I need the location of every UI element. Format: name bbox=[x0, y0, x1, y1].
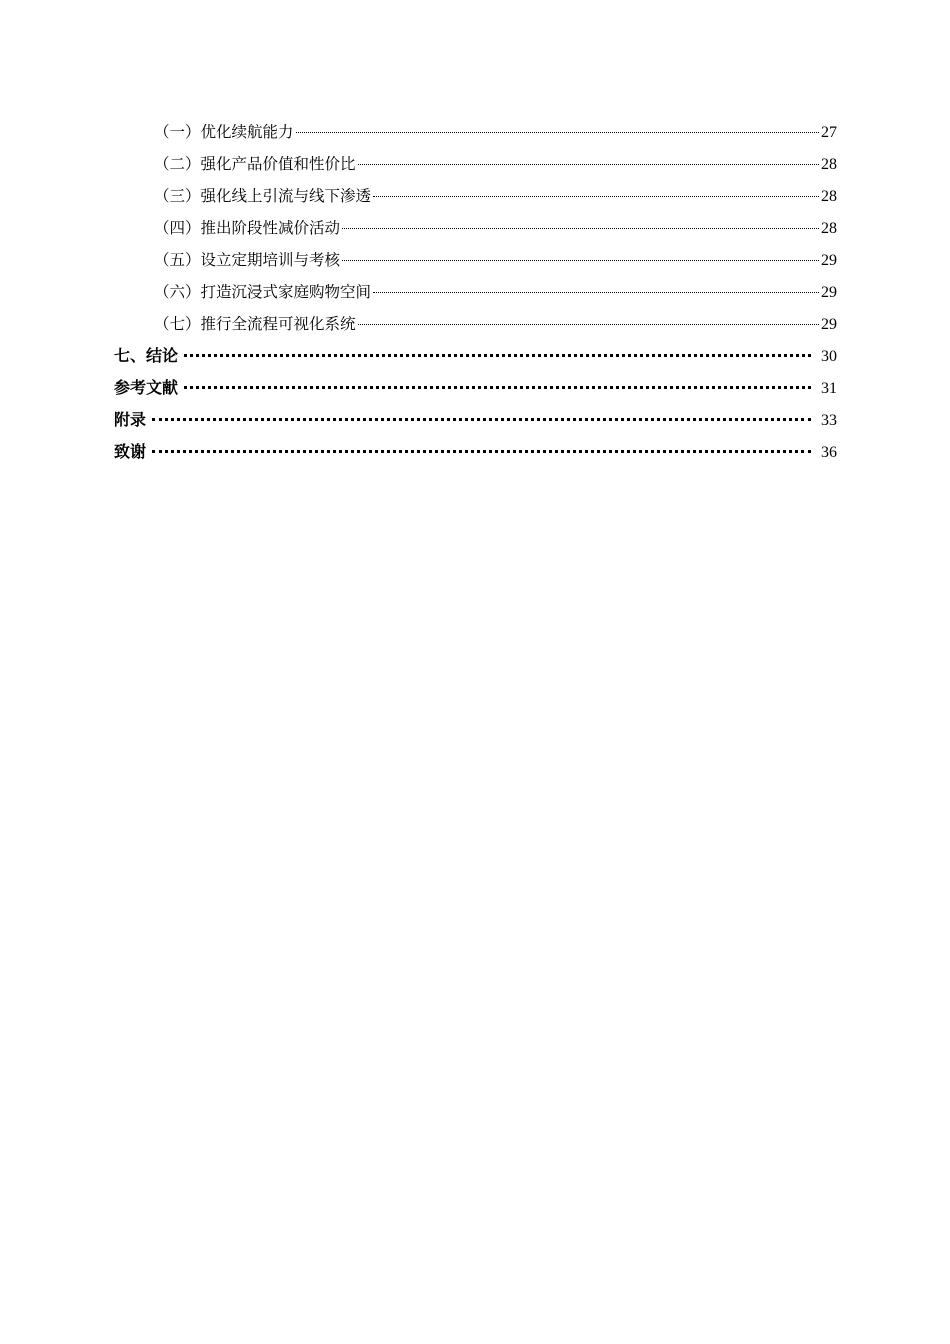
toc-entry-page: 36 bbox=[821, 444, 837, 461]
toc-dot-leader bbox=[358, 309, 819, 326]
toc-entry-title: （二）强化产品价值和性价比 bbox=[154, 155, 356, 173]
toc-entry-page: 29 bbox=[821, 252, 837, 269]
toc-dot-leader bbox=[373, 277, 819, 294]
toc-dot-leader bbox=[342, 245, 819, 262]
toc-entry-page: 31 bbox=[821, 380, 837, 397]
toc-entry-page: 33 bbox=[821, 412, 837, 429]
toc-entry-page: 28 bbox=[821, 156, 837, 173]
toc-entry-title: 参考文献 bbox=[114, 378, 179, 397]
toc-entry[interactable] bbox=[114, 180, 837, 212]
toc-entry[interactable] bbox=[114, 404, 837, 436]
toc-entry[interactable] bbox=[114, 212, 837, 244]
toc-dot-leader bbox=[296, 117, 819, 134]
toc-entry-title: 附录 bbox=[114, 410, 147, 429]
toc-entry-page: 29 bbox=[821, 284, 837, 301]
toc-entry-title: （七）推行全流程可视化系统 bbox=[154, 315, 356, 333]
toc-entry-title: （六）打造沉浸式家庭购物空间 bbox=[154, 283, 372, 301]
toc-entry-title: 七、结论 bbox=[114, 346, 179, 365]
toc-entry[interactable] bbox=[114, 116, 837, 148]
toc-dot-leader bbox=[342, 213, 819, 230]
toc-entry-title: （五）设立定期培训与考核 bbox=[154, 251, 341, 269]
toc-entry-page: 29 bbox=[821, 316, 837, 333]
toc-entry[interactable] bbox=[114, 244, 837, 276]
toc-entry-page: 28 bbox=[821, 188, 837, 205]
toc-entry-title: （四）推出阶段性减价活动 bbox=[154, 219, 341, 237]
table-of-contents bbox=[114, 116, 837, 468]
toc-entry[interactable] bbox=[114, 436, 837, 468]
toc-entry-page: 27 bbox=[821, 124, 837, 141]
toc-entry[interactable] bbox=[114, 276, 837, 308]
toc-entry-page: 28 bbox=[821, 220, 837, 237]
toc-dot-leader bbox=[184, 338, 811, 357]
toc-entry[interactable] bbox=[114, 340, 837, 372]
toc-dot-leader bbox=[373, 181, 819, 198]
toc-dot-leader bbox=[152, 402, 811, 421]
toc-entry-title: （一）优化续航能力 bbox=[154, 123, 294, 141]
toc-entry-title: （三）强化线上引流与线下渗透 bbox=[154, 187, 372, 205]
toc-entry[interactable] bbox=[114, 372, 837, 404]
toc-entry[interactable] bbox=[114, 148, 837, 180]
toc-entry-title: 致谢 bbox=[114, 442, 147, 461]
toc-dot-leader bbox=[152, 434, 811, 453]
toc-dot-leader bbox=[358, 149, 819, 166]
toc-dot-leader bbox=[184, 370, 811, 389]
toc-entry[interactable] bbox=[114, 308, 837, 340]
toc-entry-page: 30 bbox=[821, 348, 837, 365]
